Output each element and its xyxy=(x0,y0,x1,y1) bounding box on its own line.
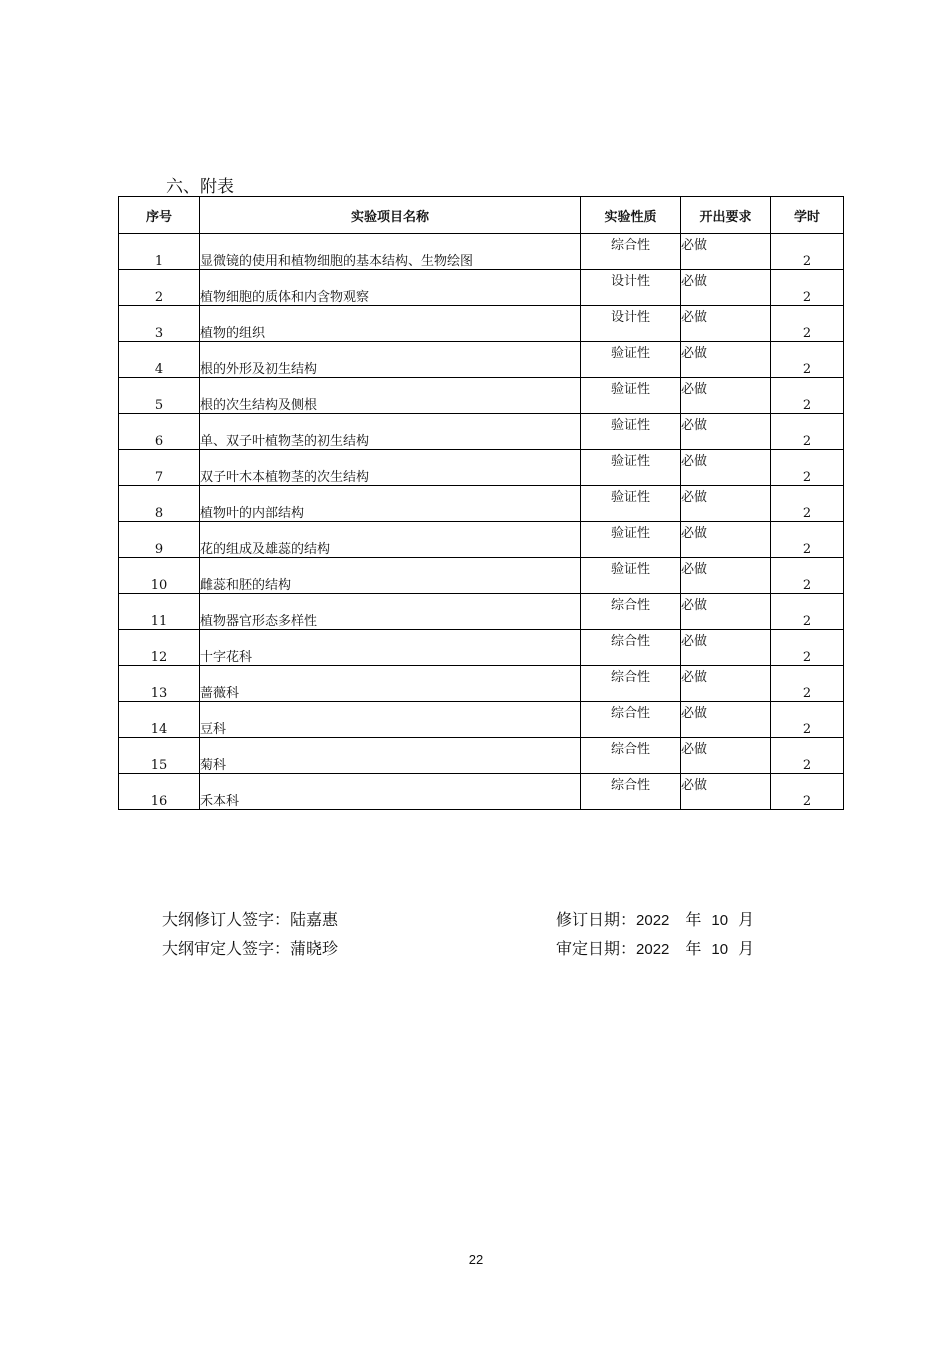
cell-name: 禾本科 xyxy=(200,774,581,810)
cell-requirement: 必做 xyxy=(681,378,771,414)
cell-no: 2 xyxy=(119,270,200,306)
table-row xyxy=(119,414,844,450)
cell-requirement: 必做 xyxy=(681,342,771,378)
cell-requirement: 必做 xyxy=(681,630,771,666)
cell-name: 根的次生结构及侧根 xyxy=(200,378,581,414)
cell-name: 根的外形及初生结构 xyxy=(200,342,581,378)
cell-name: 显微镜的使用和植物细胞的基本结构、生物绘图 xyxy=(200,234,581,270)
cell-no: 9 xyxy=(119,522,200,558)
cell-no: 16 xyxy=(119,774,200,810)
cell-nature: 综合性 xyxy=(581,666,681,702)
review-month: 10 xyxy=(711,941,729,958)
cell-nature: 综合性 xyxy=(581,702,681,738)
review-month-unit: 月 xyxy=(738,939,755,958)
cell-nature: 验证性 xyxy=(581,342,681,378)
revision-month-unit: 月 xyxy=(738,910,755,929)
cell-requirement: 必做 xyxy=(681,414,771,450)
table-row xyxy=(119,774,844,810)
cell-no: 10 xyxy=(119,558,200,594)
cell-name: 植物叶的内部结构 xyxy=(200,486,581,522)
cell-no: 3 xyxy=(119,306,200,342)
cell-hours: 2 xyxy=(771,774,844,810)
cell-nature: 综合性 xyxy=(581,234,681,270)
header-hours: 学时 xyxy=(771,197,844,234)
revision-year-unit: 年 xyxy=(685,910,702,929)
reviewer-label: 大纲审定人签字： xyxy=(162,939,291,958)
cell-name: 植物的组织 xyxy=(200,306,581,342)
experiment-table xyxy=(118,196,844,810)
cell-requirement: 必做 xyxy=(681,702,771,738)
header-requirement: 开出要求 xyxy=(681,197,771,234)
cell-hours: 2 xyxy=(771,666,844,702)
cell-name: 双子叶木本植物茎的次生结构 xyxy=(200,450,581,486)
cell-hours: 2 xyxy=(771,234,844,270)
cell-requirement: 必做 xyxy=(681,270,771,306)
cell-nature: 验证性 xyxy=(581,522,681,558)
cell-nature: 综合性 xyxy=(581,738,681,774)
cell-nature: 验证性 xyxy=(581,378,681,414)
header-name: 实验项目名称 xyxy=(200,197,581,234)
cell-requirement: 必做 xyxy=(681,450,771,486)
table-row xyxy=(119,450,844,486)
reviewer-signature xyxy=(162,936,338,959)
cell-nature: 设计性 xyxy=(581,270,681,306)
cell-no: 5 xyxy=(119,378,200,414)
cell-hours: 2 xyxy=(771,594,844,630)
cell-requirement: 必做 xyxy=(681,486,771,522)
table-row xyxy=(119,558,844,594)
cell-no: 13 xyxy=(119,666,200,702)
table-row xyxy=(119,306,844,342)
cell-name: 豆科 xyxy=(200,702,581,738)
cell-hours: 2 xyxy=(771,378,844,414)
cell-hours: 2 xyxy=(771,270,844,306)
table-row xyxy=(119,378,844,414)
cell-hours: 2 xyxy=(771,630,844,666)
cell-hours: 2 xyxy=(771,306,844,342)
table-row xyxy=(119,342,844,378)
cell-no: 14 xyxy=(119,702,200,738)
cell-requirement: 必做 xyxy=(681,558,771,594)
cell-nature: 验证性 xyxy=(581,486,681,522)
table-header-row xyxy=(119,197,844,234)
cell-nature: 验证性 xyxy=(581,450,681,486)
header-nature: 实验性质 xyxy=(581,197,681,234)
cell-requirement: 必做 xyxy=(681,666,771,702)
cell-no: 6 xyxy=(119,414,200,450)
cell-hours: 2 xyxy=(771,450,844,486)
cell-requirement: 必做 xyxy=(681,522,771,558)
table-row xyxy=(119,486,844,522)
cell-hours: 2 xyxy=(771,342,844,378)
table-body xyxy=(119,234,844,810)
table-row xyxy=(119,234,844,270)
reviser-signature xyxy=(162,907,338,930)
review-date-label: 审定日期： xyxy=(556,939,637,958)
cell-requirement: 必做 xyxy=(681,234,771,270)
reviser-label: 大纲修订人签字： xyxy=(162,910,291,929)
revision-month: 10 xyxy=(711,912,729,929)
cell-nature: 综合性 xyxy=(581,774,681,810)
review-date xyxy=(556,936,754,959)
cell-requirement: 必做 xyxy=(681,594,771,630)
cell-hours: 2 xyxy=(771,558,844,594)
page-number: 22 xyxy=(468,1252,484,1267)
cell-no: 1 xyxy=(119,234,200,270)
cell-nature: 综合性 xyxy=(581,630,681,666)
cell-requirement: 必做 xyxy=(681,306,771,342)
cell-no: 15 xyxy=(119,738,200,774)
cell-requirement: 必做 xyxy=(681,774,771,810)
cell-name: 单、双子叶植物茎的初生结构 xyxy=(200,414,581,450)
cell-no: 7 xyxy=(119,450,200,486)
cell-name: 菊科 xyxy=(200,738,581,774)
cell-name: 蔷薇科 xyxy=(200,666,581,702)
cell-no: 8 xyxy=(119,486,200,522)
header-no: 序号 xyxy=(119,197,200,234)
cell-nature: 验证性 xyxy=(581,414,681,450)
cell-no: 11 xyxy=(119,594,200,630)
cell-hours: 2 xyxy=(771,414,844,450)
cell-hours: 2 xyxy=(771,702,844,738)
table-row xyxy=(119,738,844,774)
table-row xyxy=(119,702,844,738)
review-year-unit: 年 xyxy=(685,939,702,958)
cell-name: 植物细胞的质体和内含物观察 xyxy=(200,270,581,306)
cell-hours: 2 xyxy=(771,738,844,774)
table-row xyxy=(119,270,844,306)
table-row xyxy=(119,630,844,666)
cell-name: 花的组成及雄蕊的结构 xyxy=(200,522,581,558)
cell-name: 十字花科 xyxy=(200,630,581,666)
review-year: 2022 xyxy=(636,941,670,958)
reviser-name: 陆嘉惠 xyxy=(290,910,339,929)
cell-no: 12 xyxy=(119,630,200,666)
cell-nature: 验证性 xyxy=(581,558,681,594)
cell-name: 植物器官形态多样性 xyxy=(200,594,581,630)
cell-nature: 综合性 xyxy=(581,594,681,630)
cell-requirement: 必做 xyxy=(681,738,771,774)
revision-date xyxy=(556,907,754,930)
cell-name: 雌蕊和胚的结构 xyxy=(200,558,581,594)
reviewer-name: 蒲晓珍 xyxy=(290,939,339,958)
revision-date-label: 修订日期： xyxy=(556,910,637,929)
section-title: 六、附表 xyxy=(166,177,234,197)
cell-hours: 2 xyxy=(771,522,844,558)
table-row xyxy=(119,594,844,630)
table-row xyxy=(119,666,844,702)
cell-nature: 设计性 xyxy=(581,306,681,342)
revision-year: 2022 xyxy=(636,912,670,929)
cell-hours: 2 xyxy=(771,486,844,522)
cell-no: 4 xyxy=(119,342,200,378)
table-row xyxy=(119,522,844,558)
